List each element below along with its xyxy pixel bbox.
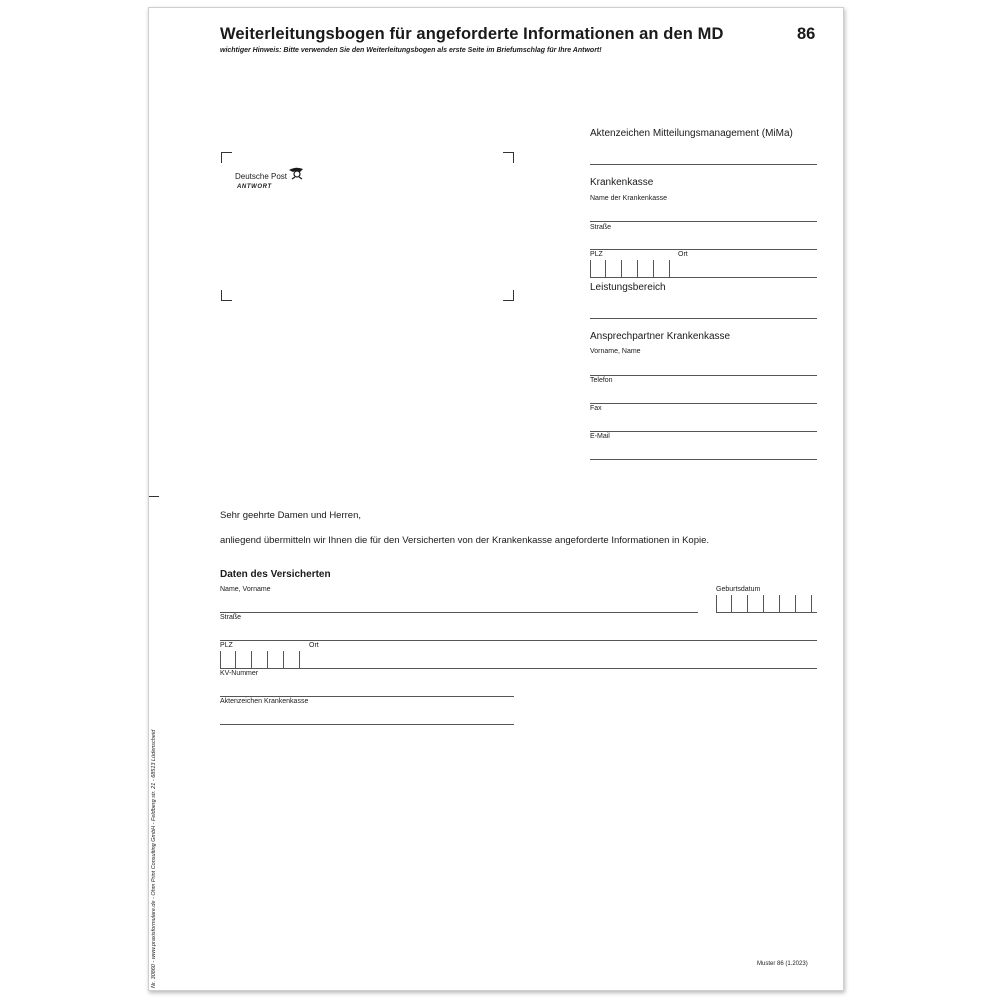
insured-heading: Daten des Versicherten bbox=[220, 569, 331, 580]
dob-boxes[interactable] bbox=[716, 595, 812, 612]
antwort-label: ANTWORT bbox=[237, 184, 272, 190]
insurance-zip-city-field[interactable] bbox=[590, 277, 817, 278]
window-corner-top-right bbox=[503, 152, 514, 163]
fax-field[interactable] bbox=[590, 431, 817, 432]
mima-label: Aktenzeichen Mitteilungsmanagement (MiMa) bbox=[590, 128, 793, 139]
insured-name-label: Name, Vorname bbox=[220, 586, 271, 593]
letter-body: anliegend übermitteln wir Ihnen die für den Versicherten von der Krankenkasse angeforderte Informationen in Kopie. bbox=[220, 535, 710, 546]
form-sheet bbox=[148, 7, 844, 991]
insured-zip-label: PLZ bbox=[220, 642, 233, 649]
insurance-zip-label: PLZ bbox=[590, 251, 603, 258]
insurance-street-label: Straße bbox=[590, 224, 612, 231]
insurance-zip-boxes[interactable] bbox=[590, 260, 670, 277]
insurance-street-field[interactable] bbox=[590, 249, 817, 250]
contact-heading: Ansprechpartner Krankenkasse bbox=[590, 331, 731, 342]
salutation: Sehr geehrte Damen und Herren, bbox=[220, 510, 361, 521]
phone-field[interactable] bbox=[590, 403, 817, 404]
insured-zip-boxes[interactable] bbox=[220, 651, 300, 668]
kv-number-label: KV-Nummer bbox=[220, 670, 259, 677]
important-notice: wichtiger Hinweis: Bitte verwenden Sie den Weiterleitungsbogen als erste Seite im Briefumschlag für Ihre Antwort! bbox=[220, 47, 602, 54]
window-corner-bottom-left bbox=[221, 290, 232, 301]
window-corner-top-left bbox=[221, 152, 232, 163]
fax-label: Fax bbox=[590, 405, 602, 412]
insurance-file-label: Aktenzeichen Krankenkasse bbox=[220, 698, 309, 705]
form-number: 86 bbox=[797, 25, 816, 43]
contact-name-field[interactable] bbox=[590, 375, 817, 376]
insured-name-field[interactable] bbox=[220, 612, 698, 613]
insured-street-field[interactable] bbox=[220, 640, 817, 641]
insured-zip-city-field[interactable] bbox=[220, 668, 817, 669]
health-insurance-heading: Krankenkasse bbox=[590, 177, 654, 188]
kv-number-field[interactable] bbox=[220, 696, 514, 697]
dob-field[interactable] bbox=[716, 612, 817, 613]
insured-street-label: Straße bbox=[220, 614, 242, 621]
post-horn-icon bbox=[287, 166, 305, 180]
form-title: Weiterleitungsbogen für angeforderte Informationen an den MD bbox=[220, 25, 724, 43]
fold-mark bbox=[149, 496, 159, 497]
service-area-label: Leistungsbereich bbox=[590, 282, 666, 293]
side-note: Nr. 30860 - www.praxisformulare.de - Ohm Print Consulting GmbH - Feldberg str. 21 - 68513 Lüdenscheid bbox=[151, 729, 157, 988]
insurance-name-label: Name der Krankenkasse bbox=[590, 195, 668, 202]
dob-label: Geburtsdatum bbox=[716, 586, 761, 593]
service-area-field[interactable] bbox=[590, 318, 817, 319]
phone-label: Telefon bbox=[590, 377, 613, 384]
deutsche-post-name: Deutsche Post bbox=[235, 172, 288, 181]
insurance-file-field[interactable] bbox=[220, 724, 514, 725]
mima-field[interactable] bbox=[590, 164, 817, 165]
email-label: E-Mail bbox=[590, 433, 610, 440]
contact-name-label: Vorname, Name bbox=[590, 348, 641, 355]
insured-city-label: Ort bbox=[309, 642, 319, 649]
email-field[interactable] bbox=[590, 459, 817, 460]
insurance-name-field[interactable] bbox=[590, 221, 817, 222]
form-version: Muster 86 (1.2023) bbox=[757, 961, 808, 967]
insurance-city-label: Ort bbox=[678, 251, 688, 258]
window-corner-bottom-right bbox=[503, 290, 514, 301]
